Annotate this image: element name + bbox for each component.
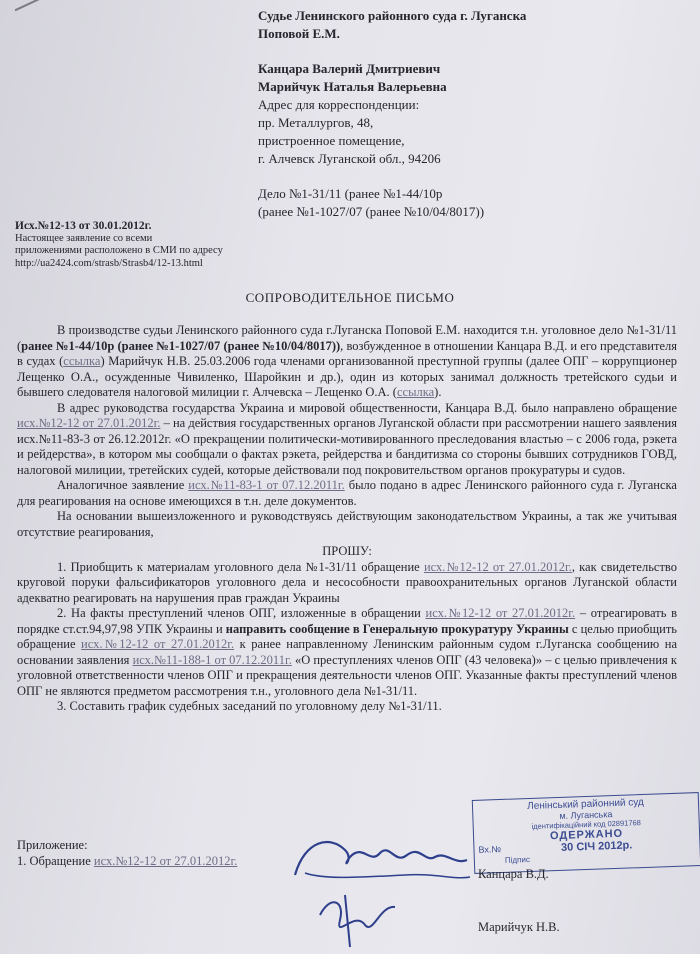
reference-url[interactable]: http://ua2424.com/strasb/Strasb4/12-13.html bbox=[15, 257, 203, 269]
case-number-prev: (ранее №1-1027/07 (ранее №10/04/8017)) bbox=[258, 204, 485, 219]
letter-body bbox=[17, 323, 677, 715]
link[interactable]: ссылка bbox=[396, 385, 435, 399]
text: ). bbox=[434, 385, 442, 399]
document-title: СОПРОВОДИТЕЛЬНОЕ ПИСЬМО bbox=[245, 290, 455, 305]
link[interactable]: ссылка bbox=[63, 354, 101, 368]
text: направить сообщение в Генеральную прокуратуру Украины bbox=[225, 621, 569, 636]
stamp-city: м. Луганська bbox=[559, 809, 613, 821]
stamp-in-label: Вх.№ bbox=[478, 843, 502, 855]
text: было подано в адрес Ленинского районного суда г. Луганска для реагирования на основе имеющихся в т.н. деле документов. bbox=[17, 478, 677, 508]
paper-fold-mark bbox=[15, 0, 60, 28]
text: – на действия государственных органов Луганской области при рассмотрении нашего заявления исх.№11-83-3 от 26.12.2012г. «О прекращении политически-мотивированного преследования властью – с 2006 года, рэкета и рейдерства», в котором мы сообщали о фактах рэкета, рейдерства и бандитизма со стороны бывших сотрудников ГОВД, налоговой милиции, третейских судей, которые действовали под покровительством органов прокуратуры и судов. bbox=[17, 416, 677, 477]
stamp-received: ОДЕРЖАНО bbox=[549, 827, 624, 843]
signature-1 bbox=[295, 842, 467, 875]
text: с целью приобщить обращение bbox=[17, 621, 677, 651]
text: – отреагировать в порядке ст.ст.94,97,98 УПК Украины и bbox=[17, 606, 677, 636]
text: 1. Обращение bbox=[17, 853, 94, 868]
paragraph bbox=[17, 401, 677, 479]
text: ) Марийчук Н.В. 25.03.2006 года членами организованной преступной группы (далее ОПГ – коррупционер Лещенко О.А., осужденные Чивиленко, Шаройкин и др.), один из которых занимал должность третейского судьи и бывшего следователя налоговой милиции г. Алчевска – Лещенко О.А. ( bbox=[17, 354, 677, 399]
link[interactable]: исх.№12-12 от 27.01.2012г. bbox=[81, 637, 235, 651]
addressee-name: Поповой Е.М. bbox=[258, 26, 340, 41]
case-number: Дело №1-31/11 (ранее №1-44/10р bbox=[258, 186, 443, 201]
reference-note: приложениями расположено в СМИ по адресу bbox=[15, 245, 223, 256]
signature-2 bbox=[320, 895, 395, 947]
addressee-line: Судье Ленинского районного суда г. Луганска bbox=[258, 8, 527, 23]
signature-name-2: Марийчук Н.В. bbox=[478, 920, 560, 934]
text: , как свидетельство круговой поруки фальсификаторов уголовного дела и несособности правоохранительных органов Луганской области адекватно реагировать на нарушения прав граждан Украины bbox=[17, 559, 677, 605]
signature-name-1: Канцара В.Д. bbox=[478, 867, 549, 881]
link[interactable]: исх.№11-83-1 от 07.12.2011г. bbox=[188, 478, 345, 492]
sender-name-2: Марийчук Наталья Валерьевна bbox=[258, 79, 447, 94]
link[interactable]: исх.№12-12 от 27.01.2012г. bbox=[93, 853, 238, 868]
link[interactable]: исх.№12-12 от 27.01.2012г. bbox=[17, 416, 161, 430]
text: 2. На факты преступлений членов ОПГ, изложенные в обращении bbox=[57, 606, 426, 620]
court-received-stamp bbox=[472, 792, 700, 874]
text: 1. Приобщить к материалам уголовного дела №1-31/11 обращение bbox=[57, 559, 424, 574]
reference-number: Исх.№12-13 от 30.01.2012г. bbox=[15, 220, 152, 232]
text: , возбужденное в отношении Канцара В.Д. и его представителя в судах ( bbox=[17, 338, 677, 368]
attachment-item bbox=[17, 854, 237, 870]
address-label: Адрес для корреспонденции: bbox=[258, 97, 420, 112]
link[interactable]: исх.№12-12 от 27.01.2012г. bbox=[425, 606, 576, 620]
attachment-block bbox=[17, 838, 237, 869]
text: к ранее направленному Ленинским районным судом г.Луганска сообщению на основании заявления bbox=[17, 637, 678, 667]
stamp-code: ідентифікаційний код 02891768 bbox=[531, 818, 642, 831]
signature-1 bbox=[305, 873, 470, 878]
addressee-block bbox=[258, 7, 698, 221]
address-line: г. Алчевск Луганской обл., 94206 bbox=[258, 151, 441, 166]
address-line: пр. Металлургов, 48, bbox=[258, 115, 374, 130]
link[interactable]: исх.№12-12 от 27.01.2012г. bbox=[423, 559, 572, 574]
stamp-signature-label: Підпис bbox=[504, 854, 531, 865]
text: «О преступлениях членов ОПГ (43 человека)» – с целью привлечения к уголовной ответственности членов ОПГ и прекращения деятельности членов ОПГ. Указанные факты преступлений членов ОПГ не являются предметом рассмотрения т.н., уголовного дела №1-31/11. bbox=[17, 652, 677, 698]
request-item: 3. Составить график судебных заседаний по уголовному делу №1-31/11. bbox=[57, 699, 442, 713]
request-heading: ПРОШУ: bbox=[322, 544, 372, 558]
link[interactable]: исх.№11-188-1 от 07.12.2011г. bbox=[132, 652, 292, 667]
outgoing-reference bbox=[15, 220, 275, 270]
attachment-label: Приложение: bbox=[17, 838, 88, 852]
text: В адрес руководства государства Украина и мировой общественности, Канцара В.Д. было направлено обращение bbox=[57, 400, 677, 415]
request-item bbox=[17, 560, 677, 607]
paragraph bbox=[17, 323, 677, 401]
text: В производстве судьи Ленинского районного суда г.Луганска Поповой Е.М. находится т.н. уголовное дело №1-31/11 ( bbox=[17, 323, 677, 353]
text: Аналогичное заявление bbox=[57, 478, 189, 492]
reference-note: Настоящее заявление со всеми bbox=[15, 232, 153, 244]
stamp-date: 30 СІЧ 2012р. bbox=[560, 839, 633, 854]
paragraph: На основании вышеизложенного и руководствуясь действующим законодательством Украины, а так же учитывая отсутствие реагирования, bbox=[17, 509, 677, 539]
sender-name-1: Канцара Валерий Дмитриевич bbox=[258, 61, 441, 76]
text: ранее №1-44/10р (ранее №1-1027/07 (ранее №10/04/8017)) bbox=[21, 338, 341, 353]
request-item bbox=[17, 606, 677, 699]
paragraph bbox=[17, 478, 677, 509]
stamp-court: Ленінський районний суд bbox=[526, 796, 645, 813]
address-line: пристроенное помещение, bbox=[258, 133, 405, 148]
handwritten-signatures bbox=[285, 835, 485, 950]
